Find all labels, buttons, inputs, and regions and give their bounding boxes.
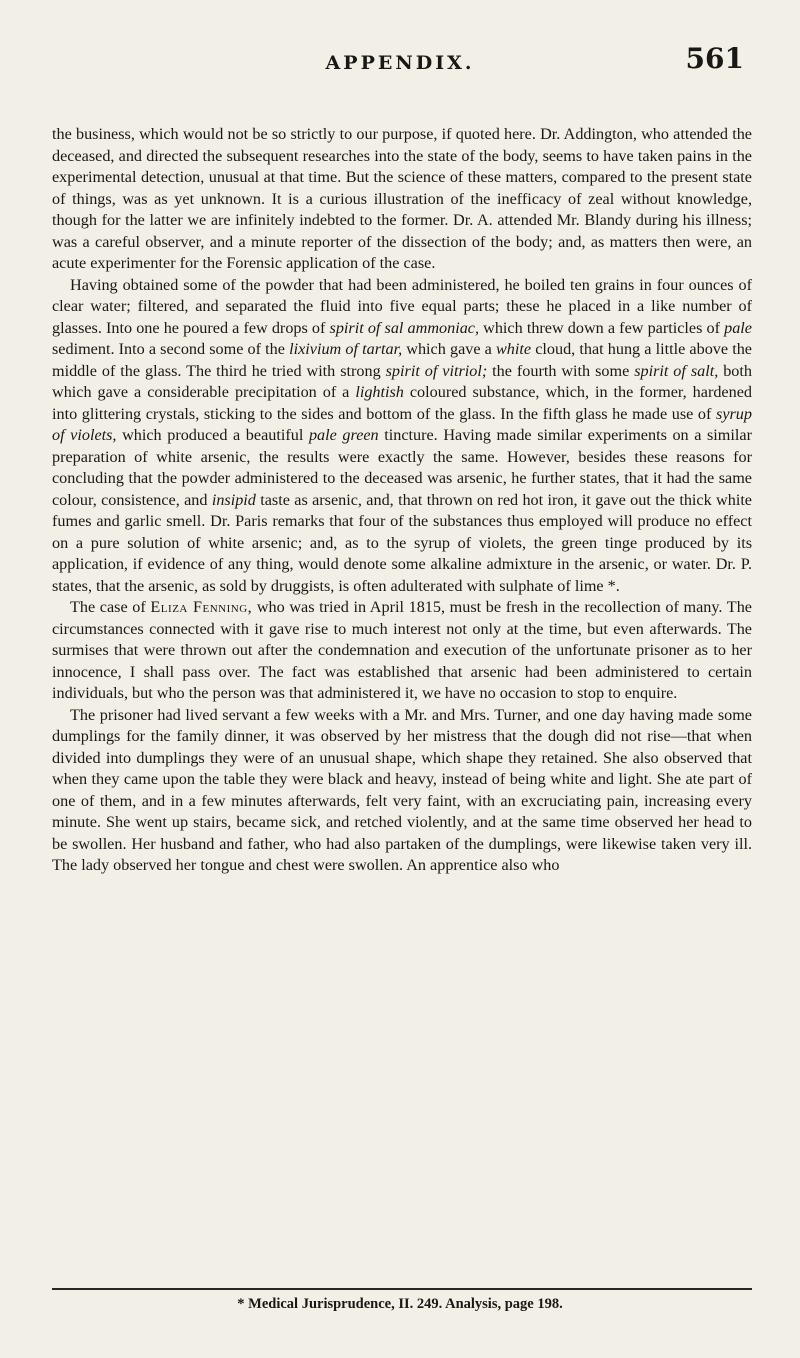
text-run: who was tried in April 1815, must be fresh in the recollection of many. The circumstances connected with it gave rise to much interest not only at the time, but even afterwards. The surmises that were thrown out after the condemnation and execution of the unfortunate prisoner as to her innocence, I shall pass over. The fact was established that arsenic had been administered to certain individuals, but who the person was that administered it, we have no occasion to stop to enquire. — [52, 598, 752, 702]
footnote-divider — [52, 1288, 752, 1290]
italic-term: pale green — [308, 426, 379, 444]
text-run: which produced a beautiful — [116, 426, 309, 444]
small-caps-name: Eliza Fenning, — [150, 598, 253, 616]
body-text — [52, 124, 752, 877]
paragraph-2 — [52, 275, 752, 598]
text-run: Having obtained some of the powder that had been administered, he boiled ten grains in four ounces of clear water; filtered, and separated the fluid into five equal parts; these he placed in a like number of glasses. Into one he poured a few drops of — [52, 275, 752, 337]
text-run: cloud, that hung a little above the middle of the glass. The third he tried with strong — [52, 340, 752, 380]
text-run: the business, which would not be so strictly to our purpose, if quoted here. Dr. Addington, who attended the deceased, and directed the subsequent researches into the state of the body, seems to have taken pains in the experimental detection, unusual at that time. But the science of these matters, compared to the present state of things, was as yet unknown. It is a curious illustration of the inefficacy of zeal without knowledge, though for the latter we are infinitely indebted to the former. Dr. A. attended Mr. Blandy during his illness; was a careful observer, and a minute reporter of the dissection of the body; and, as matters then were, an acute experimenter for the Forensic application of the case. — [52, 125, 752, 272]
running-head: APPENDIX. — [325, 52, 475, 74]
page-number: 561 — [685, 42, 744, 75]
text-run: both which gave a considerable precipitation of a — [52, 361, 752, 401]
italic-term: spirit of salt, — [634, 361, 719, 380]
text-run: The prisoner had lived servant a few weeks with a Mr. and Mrs. Turner, and one day having made some dumplings for the family dinner, it was observed by her mistress that the dough did not rise—that when divided into dumplings they were of an unusual shape, which shape they retained. She also observed that when they came upon the table they were black and heavy, instead of being white and light. She ate part of one of them, and in a few minutes afterwards, felt very faint, with an excruciating pain, increasing every minute. She went up stairs, became sick, and retched violently, and at the same time observed her head to be swollen. Her husband and father, who had also partaken of the dumplings, were likewise taken very ill. The lady observed her tongue and chest were swollen. An apprentice also who — [52, 705, 752, 874]
text-run: which gave a — [402, 340, 496, 358]
text-run: the fourth with some — [487, 361, 635, 380]
page-header — [0, 42, 800, 82]
text-run: sediment. Into a second some of the — [52, 340, 290, 358]
italic-term: white — [496, 340, 532, 358]
text-run: which threw down a few particles of — [479, 318, 725, 337]
italic-term: lixivium of tartar, — [289, 340, 403, 358]
italic-term: spirit of vitriol; — [385, 361, 488, 380]
text-run: tincture. Having made similar experiments on a similar preparation of white arsenic, the results were exactly the same. However, besides these reasons for concluding that the powder administered to the deceased was arsenic, he further states, that it had the same colour, consistence, and — [52, 426, 752, 509]
italic-term: syrup of violets, — [52, 404, 752, 444]
italic-term: insipid — [211, 490, 256, 509]
italic-term: spirit of sal ammoniac, — [329, 318, 480, 337]
text-run: taste as arsenic, and, that thrown on red hot iron, it gave out the thick white fumes and garlic smell. Dr. Paris remarks that four of the substances thus employed will produce no effect on a pure solution of white arsenic; and, as to the syrup of violets, the green tinge produced by its application, if evidence of any thing, would denote some alkaline admixture in the arsenic, or water. Dr. P. states, that the arsenic, as sold by druggists, is often adulterated with sulphate of lime *. — [52, 490, 752, 595]
italic-term: lightish — [355, 383, 404, 401]
paragraph-1 — [52, 124, 752, 275]
paragraph-4 — [52, 705, 752, 877]
paragraph-3 — [52, 597, 752, 705]
italic-term: pale — [724, 318, 752, 337]
footnote: * Medical Jurisprudence, II. 249. Analysis, page 198. — [237, 1296, 563, 1312]
text-run: The case of — [70, 598, 151, 616]
text-run: coloured substance, which, in the former, hardened into glittering crystals, sticking to the sides and bottom of the glass. In the fifth glass he made use of — [52, 383, 752, 423]
